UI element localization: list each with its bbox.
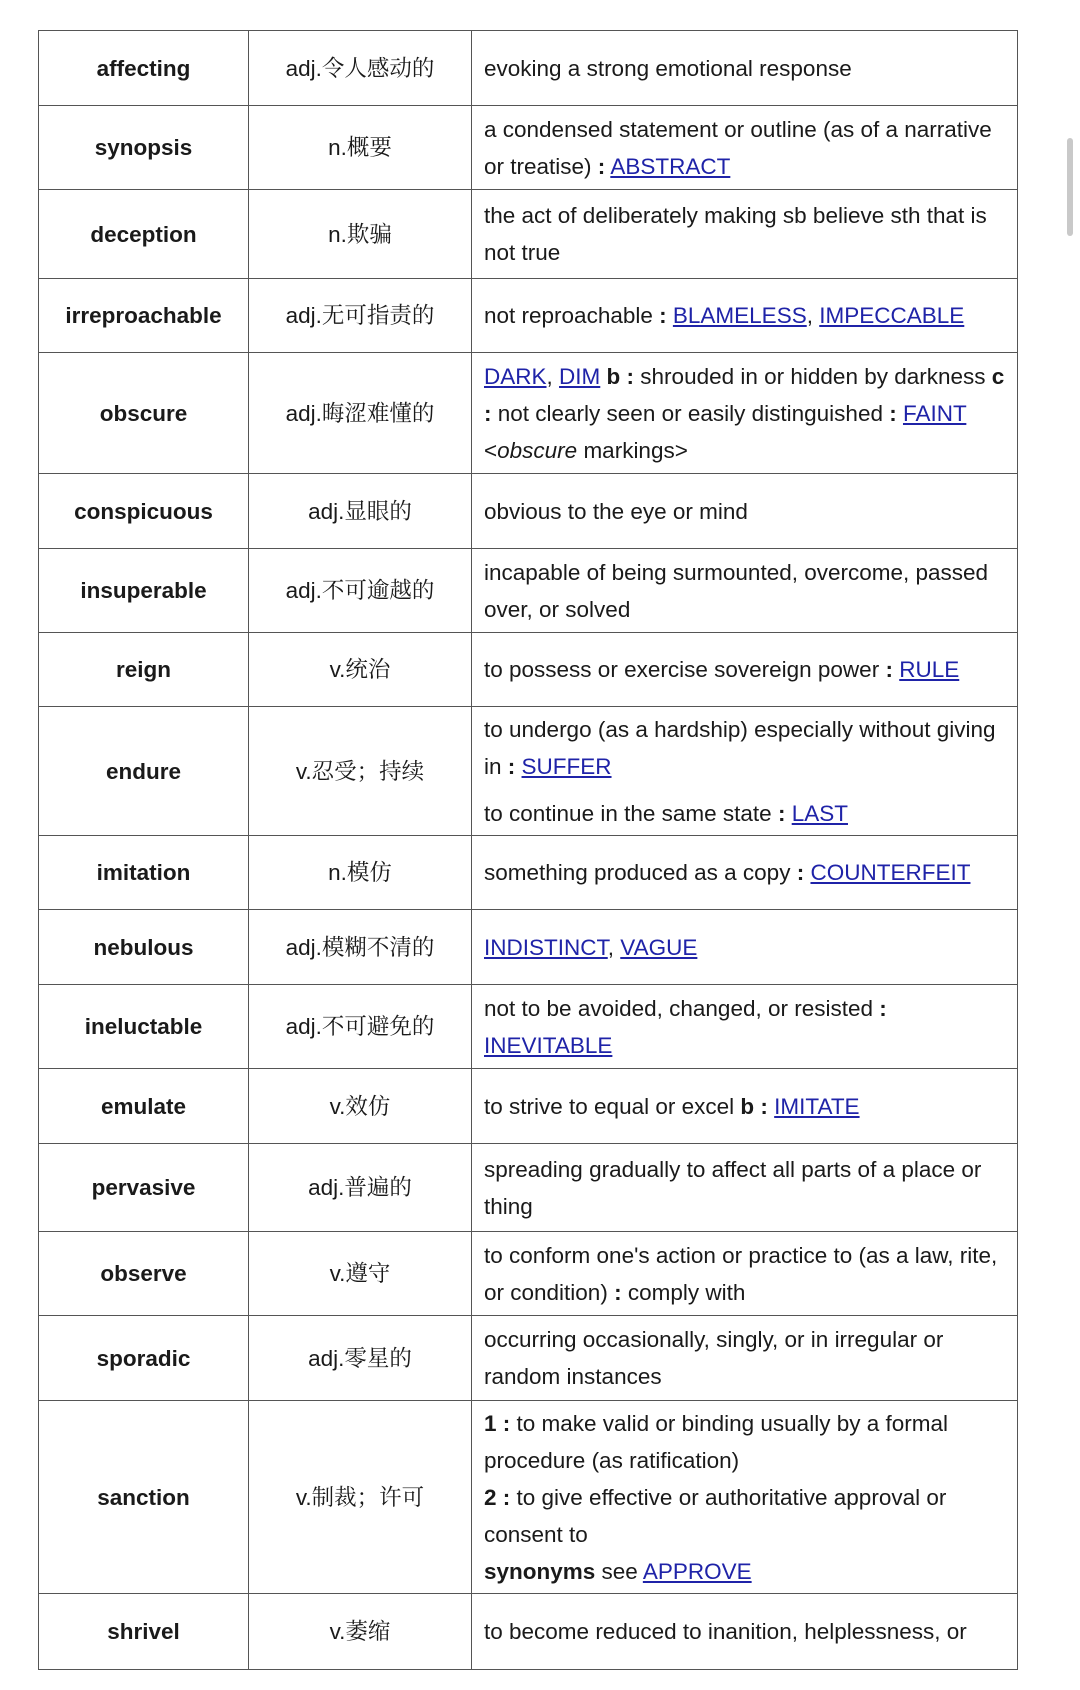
part-of-speech-cell: v.萎缩 bbox=[249, 1594, 472, 1670]
synonym-link[interactable]: LAST bbox=[791, 800, 848, 826]
definition-text: occurring occasionally, singly, or in irregular or random instances bbox=[484, 1327, 944, 1389]
definition-cell bbox=[472, 190, 1018, 279]
definition-cell bbox=[472, 836, 1018, 910]
bold-label: : bbox=[879, 995, 887, 1021]
synonym-link[interactable]: ABSTRACT bbox=[610, 153, 731, 179]
word-cell: deception bbox=[39, 190, 249, 279]
word-cell: synopsis bbox=[39, 106, 249, 190]
definition-cell bbox=[472, 1401, 1018, 1594]
word-cell: ineluctable bbox=[39, 985, 249, 1069]
definition-paragraph bbox=[484, 1151, 1007, 1225]
table-row bbox=[39, 1144, 1018, 1232]
definition-paragraph bbox=[484, 1088, 1007, 1125]
bold-label: : bbox=[777, 800, 786, 826]
word-cell: conspicuous bbox=[39, 474, 249, 549]
bold-label: c : bbox=[484, 363, 1005, 426]
bold-label: : bbox=[597, 153, 606, 179]
synonym-link[interactable]: APPROVE bbox=[642, 1558, 752, 1584]
synonym-link[interactable]: RULE bbox=[899, 657, 960, 682]
table-row bbox=[39, 106, 1018, 190]
part-of-speech-cell: v.统治 bbox=[249, 633, 472, 707]
table-row bbox=[39, 633, 1018, 707]
definition-paragraph bbox=[484, 111, 1007, 185]
definition-paragraph bbox=[484, 1237, 1007, 1311]
definition-cell bbox=[472, 279, 1018, 353]
word-cell: endure bbox=[39, 707, 249, 836]
definition-cell bbox=[472, 1069, 1018, 1144]
bold-label: synonyms bbox=[484, 1558, 596, 1584]
definition-text: comply with bbox=[621, 1279, 746, 1305]
table-row bbox=[39, 1232, 1018, 1316]
table-row bbox=[39, 474, 1018, 549]
definition-text: , bbox=[546, 363, 560, 389]
definition-text: see bbox=[595, 1558, 643, 1584]
scrollbar[interactable] bbox=[1067, 138, 1073, 236]
table-row bbox=[39, 549, 1018, 633]
bold-label: : bbox=[507, 753, 516, 779]
bold-label: b : bbox=[606, 363, 635, 389]
part-of-speech-cell: adj.晦涩难懂的 bbox=[249, 353, 472, 474]
synonym-link[interactable]: INEVITABLE bbox=[484, 1032, 613, 1058]
definition-paragraph bbox=[484, 297, 1007, 334]
table-row bbox=[39, 910, 1018, 985]
part-of-speech-cell: adj.显眼的 bbox=[249, 474, 472, 549]
definition-paragraph bbox=[484, 50, 1007, 87]
definition-paragraph bbox=[484, 795, 1007, 832]
table-row bbox=[39, 190, 1018, 279]
definition-text: spreading gradually to affect all parts of a place or thing bbox=[484, 1156, 982, 1219]
word-cell: imitation bbox=[39, 836, 249, 910]
definition-text: < bbox=[484, 437, 498, 463]
definition-text: to possess or exercise sovereign power bbox=[484, 657, 886, 682]
vocabulary-table bbox=[38, 30, 1018, 1670]
table-row bbox=[39, 353, 1018, 474]
word-cell: obscure bbox=[39, 353, 249, 474]
part-of-speech-cell: v.制裁；许可 bbox=[249, 1401, 472, 1594]
definition-text: markings> bbox=[577, 437, 688, 463]
definition-cell bbox=[472, 1594, 1018, 1670]
part-of-speech-cell: adj.普遍的 bbox=[249, 1144, 472, 1232]
bold-label: : bbox=[659, 303, 667, 328]
table-row bbox=[39, 707, 1018, 836]
definition-paragraph bbox=[484, 1321, 1007, 1395]
bold-label: 2 : bbox=[484, 1484, 511, 1510]
synonym-link[interactable]: COUNTERFEIT bbox=[810, 860, 971, 885]
synonym-link[interactable]: INDISTINCT bbox=[484, 934, 608, 960]
word-cell: shrivel bbox=[39, 1594, 249, 1670]
definition-paragraph bbox=[484, 990, 1007, 1064]
synonym-link[interactable]: BLAMELESS bbox=[672, 303, 807, 328]
definition-paragraph bbox=[484, 651, 1007, 688]
table-row bbox=[39, 1316, 1018, 1401]
table-row bbox=[39, 1069, 1018, 1144]
table-row bbox=[39, 836, 1018, 910]
part-of-speech-cell: v.遵守 bbox=[249, 1232, 472, 1316]
part-of-speech-cell: adj.令人感动的 bbox=[249, 31, 472, 106]
synonym-link[interactable]: SUFFER bbox=[521, 753, 612, 779]
definition-cell bbox=[472, 1144, 1018, 1232]
part-of-speech-cell: v.效仿 bbox=[249, 1069, 472, 1144]
definition-cell bbox=[472, 106, 1018, 190]
bold-label: : bbox=[614, 1279, 622, 1305]
definition-text: to continue in the same state bbox=[484, 800, 778, 826]
definition-paragraph bbox=[484, 1405, 1007, 1479]
definition-text: to make valid or binding usually by a formal procedure (as ratification) bbox=[484, 1410, 948, 1473]
definition-text: to become reduced to inanition, helplessness, or bbox=[484, 1619, 967, 1644]
definition-text: shrouded in or hidden by darkness bbox=[634, 363, 992, 389]
part-of-speech-cell: adj.无可指责的 bbox=[249, 279, 472, 353]
definition-paragraph bbox=[484, 1479, 1007, 1553]
synonym-link[interactable]: DARK bbox=[484, 363, 547, 389]
definition-paragraph bbox=[484, 1613, 1007, 1650]
table-row bbox=[39, 279, 1018, 353]
definition-text: evoking a strong emotional response bbox=[484, 55, 852, 81]
part-of-speech-cell: n.欺骗 bbox=[249, 190, 472, 279]
definition-cell bbox=[472, 910, 1018, 985]
bold-label: 1 : bbox=[484, 1410, 511, 1436]
definition-cell bbox=[472, 31, 1018, 106]
definition-paragraph bbox=[484, 929, 1007, 966]
word-cell: emulate bbox=[39, 1069, 249, 1144]
part-of-speech-cell: adj.模糊不清的 bbox=[249, 910, 472, 985]
part-of-speech-cell: adj.零星的 bbox=[249, 1316, 472, 1401]
bold-label: : bbox=[885, 657, 893, 682]
part-of-speech-cell: n.概要 bbox=[249, 106, 472, 190]
word-cell: observe bbox=[39, 1232, 249, 1316]
word-cell: sporadic bbox=[39, 1316, 249, 1401]
definition-cell bbox=[472, 353, 1018, 474]
synonym-link[interactable]: VAGUE bbox=[620, 934, 698, 960]
bold-label: b : bbox=[740, 1093, 768, 1119]
definition-paragraph bbox=[484, 493, 1007, 530]
part-of-speech-cell: adj.不可避免的 bbox=[249, 985, 472, 1069]
synonym-link[interactable]: FAINT bbox=[902, 400, 967, 426]
definition-paragraph bbox=[484, 711, 1007, 785]
definition-cell bbox=[472, 633, 1018, 707]
definition-text: not reproachable bbox=[484, 303, 660, 328]
word-cell: reign bbox=[39, 633, 249, 707]
word-cell: affecting bbox=[39, 31, 249, 106]
definition-text: to conform one's action or practice to (as a law, rite, or condition) bbox=[484, 1242, 998, 1305]
bold-label: : bbox=[889, 400, 897, 426]
definition-cell bbox=[472, 1232, 1018, 1316]
definition-text: to give effective or authoritative approval or consent to bbox=[484, 1484, 947, 1547]
word-cell: sanction bbox=[39, 1401, 249, 1594]
table-row bbox=[39, 985, 1018, 1069]
part-of-speech-cell: adj.不可逾越的 bbox=[249, 549, 472, 633]
part-of-speech-cell: v.忍受；持续 bbox=[249, 707, 472, 836]
definition-text: the act of deliberately making sb believe sth that is not true bbox=[484, 203, 987, 265]
bold-label: : bbox=[796, 860, 805, 885]
definition-text: to undergo (as a hardship) especially without giving in bbox=[484, 716, 996, 779]
table-row bbox=[39, 1594, 1018, 1670]
definition-text: to strive to equal or excel bbox=[484, 1093, 741, 1119]
synonym-link[interactable]: IMPECCABLE bbox=[819, 303, 965, 328]
table-row bbox=[39, 31, 1018, 106]
definition-cell bbox=[472, 549, 1018, 633]
definition-text: not to be avoided, changed, or resisted bbox=[484, 995, 880, 1021]
definition-paragraph bbox=[484, 358, 1007, 469]
definition-text: , bbox=[607, 934, 621, 960]
definition-cell bbox=[472, 985, 1018, 1069]
word-cell: insuperable bbox=[39, 549, 249, 633]
definition-text: something produced as a copy bbox=[484, 860, 797, 885]
definition-text: not clearly seen or easily distinguished bbox=[491, 400, 890, 426]
synonym-link[interactable]: DIM bbox=[559, 363, 601, 389]
word-cell: irreproachable bbox=[39, 279, 249, 353]
word-cell: pervasive bbox=[39, 1144, 249, 1232]
definition-text: obvious to the eye or mind bbox=[484, 498, 748, 524]
definition-paragraph bbox=[484, 854, 1007, 891]
definition-cell bbox=[472, 474, 1018, 549]
example-text: obscure bbox=[497, 437, 578, 463]
definition-text: a condensed statement or outline (as of a narrative or treatise) bbox=[484, 116, 992, 179]
definition-paragraph bbox=[484, 554, 1007, 628]
table-row bbox=[39, 1401, 1018, 1594]
definition-paragraph bbox=[484, 1553, 1007, 1590]
definition-paragraph bbox=[484, 197, 1007, 271]
definition-cell bbox=[472, 707, 1018, 836]
word-cell: nebulous bbox=[39, 910, 249, 985]
definition-text: , bbox=[806, 303, 820, 328]
synonym-link[interactable]: IMITATE bbox=[774, 1093, 860, 1119]
definition-cell bbox=[472, 1316, 1018, 1401]
part-of-speech-cell: n.模仿 bbox=[249, 836, 472, 910]
definition-text: incapable of being surmounted, overcome, passed over, or solved bbox=[484, 559, 989, 622]
